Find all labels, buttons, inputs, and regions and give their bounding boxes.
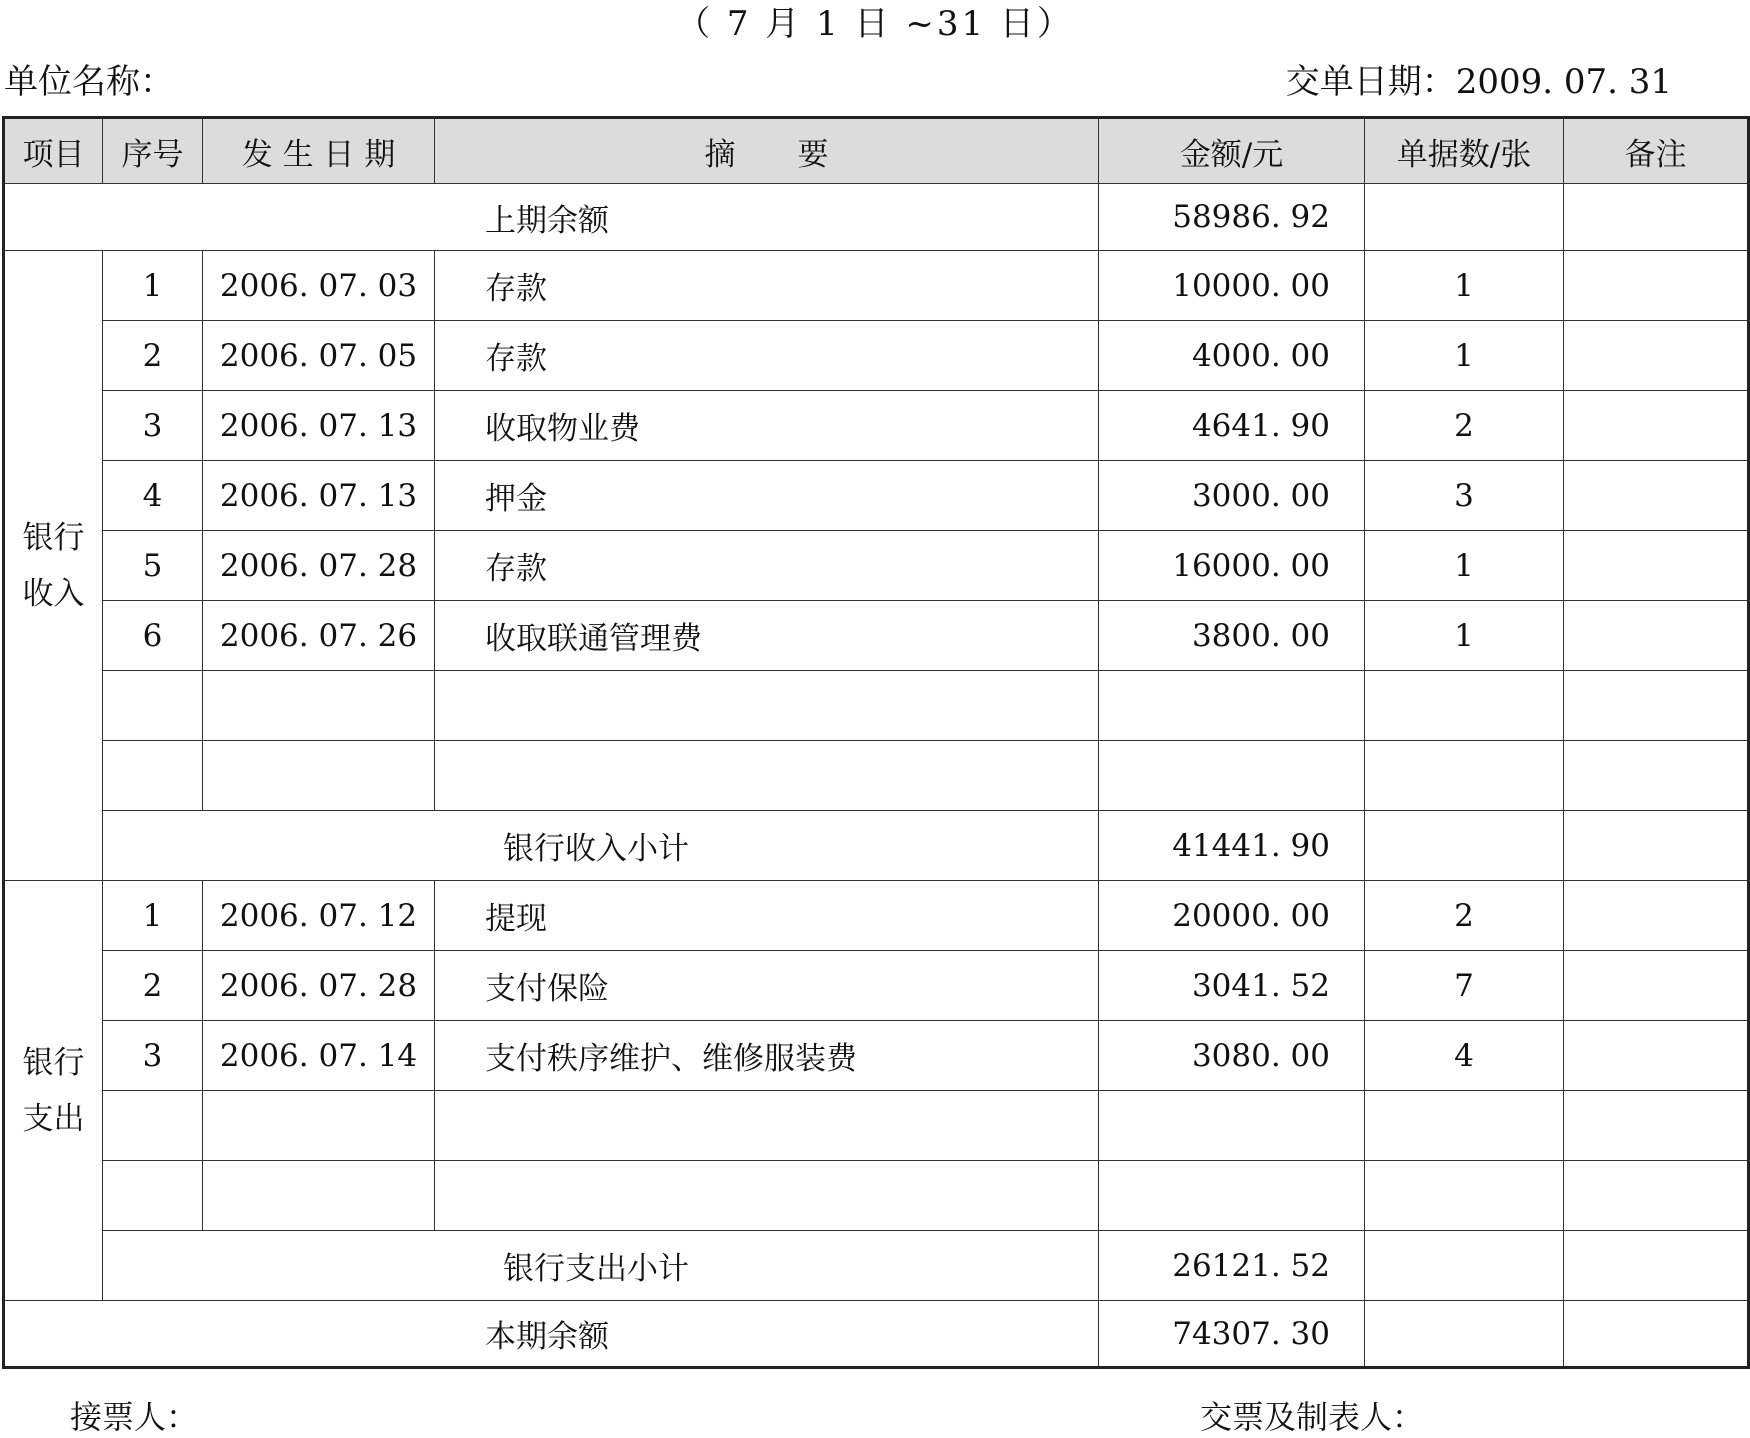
- receiver-label: 接票人：: [70, 1398, 199, 1436]
- seq-cell: 3: [103, 391, 203, 461]
- income-subtotal-label: 银行收入小计: [103, 811, 1099, 881]
- empty-cell: [103, 1091, 203, 1161]
- empty-cell: [435, 671, 1099, 741]
- summary-cell: 押金: [435, 461, 1099, 531]
- date-cell: 2006. 07. 28: [203, 951, 435, 1021]
- summary-cell: 存款: [435, 531, 1099, 601]
- empty-cell: [1365, 811, 1564, 881]
- empty-cell: [1365, 671, 1564, 741]
- empty-cell: [1365, 1301, 1564, 1368]
- closing-balance-amount: 74307. 30: [1099, 1301, 1365, 1368]
- empty-cell: [1365, 1231, 1564, 1301]
- opening-balance-amount: 58986. 92: [1099, 184, 1365, 251]
- opening-balance-label: 上期余额: [4, 184, 1099, 251]
- amount-cell: 3041. 52: [1099, 951, 1365, 1021]
- seq-cell: 2: [103, 321, 203, 391]
- empty-row: [4, 1161, 1749, 1231]
- amount-cell: 10000. 00: [1099, 251, 1365, 321]
- col-header-note: 备注: [1564, 118, 1749, 184]
- receipts-cell: 1: [1365, 531, 1564, 601]
- empty-cell: [1099, 1091, 1365, 1161]
- income-label-line1: 银行: [22, 519, 85, 556]
- receipts-cell: 7: [1365, 951, 1564, 1021]
- date-cell: 2006. 07. 13: [203, 461, 435, 531]
- empty-cell: [1365, 1161, 1564, 1231]
- empty-cell: [1564, 184, 1749, 251]
- empty-cell: [435, 1091, 1099, 1161]
- amount-cell: 3080. 00: [1099, 1021, 1365, 1091]
- note-cell: [1564, 1021, 1749, 1091]
- opening-balance-row: [4, 184, 1749, 251]
- summary-cell: 支付秩序维护、维修服装费: [435, 1021, 1099, 1091]
- empty-cell: [203, 1091, 435, 1161]
- table-row: [4, 531, 1749, 601]
- note-cell: [1564, 881, 1749, 951]
- amount-cell: 3800. 00: [1099, 601, 1365, 671]
- note-cell: [1564, 321, 1749, 391]
- empty-cell: [1365, 1091, 1564, 1161]
- summary-cell: 存款: [435, 251, 1099, 321]
- table-row: [4, 1021, 1749, 1091]
- empty-cell: [103, 1161, 203, 1231]
- empty-cell: [103, 741, 203, 811]
- col-header-item: 项目: [4, 118, 103, 184]
- empty-row: [4, 671, 1749, 741]
- empty-cell: [1564, 811, 1749, 881]
- receipts-cell: 1: [1365, 251, 1564, 321]
- expense-subtotal-row: [4, 1231, 1749, 1301]
- table-row: [4, 251, 1749, 321]
- closing-balance-row: [4, 1301, 1749, 1368]
- note-cell: [1564, 461, 1749, 531]
- expense-subtotal-label: 银行支出小计: [103, 1231, 1099, 1301]
- preparer-label: 交票及制表人：: [1200, 1398, 1425, 1436]
- empty-cell: [1099, 741, 1365, 811]
- empty-cell: [1564, 1091, 1749, 1161]
- table-row: [4, 951, 1749, 1021]
- empty-cell: [1564, 671, 1749, 741]
- receipts-cell: 2: [1365, 391, 1564, 461]
- date-cell: 2006. 07. 14: [203, 1021, 435, 1091]
- seq-cell: 4: [103, 461, 203, 531]
- closing-balance-label: 本期余额: [4, 1301, 1099, 1368]
- submit-date: 交单日期：2009. 07. 31: [1285, 62, 1672, 102]
- amount-cell: 4641. 90: [1099, 391, 1365, 461]
- summary-cell: 收取物业费: [435, 391, 1099, 461]
- table-row: [4, 881, 1749, 951]
- empty-cell: [435, 1161, 1099, 1231]
- empty-cell: [1365, 741, 1564, 811]
- empty-cell: [1564, 741, 1749, 811]
- date-cell: 2006. 07. 12: [203, 881, 435, 951]
- income-label-line2: 收入: [22, 575, 85, 612]
- empty-cell: [1564, 1161, 1749, 1231]
- summary-cell: 提现: [435, 881, 1099, 951]
- summary-cell: 存款: [435, 321, 1099, 391]
- date-cell: 2006. 07. 13: [203, 391, 435, 461]
- receipts-cell: 3: [1365, 461, 1564, 531]
- note-cell: [1564, 951, 1749, 1021]
- date-cell: 2006. 07. 05: [203, 321, 435, 391]
- col-header-receipts: 单据数/张: [1365, 118, 1564, 184]
- seq-cell: 5: [103, 531, 203, 601]
- col-header-amount: 金额/元: [1099, 118, 1365, 184]
- seq-cell: 1: [103, 881, 203, 951]
- amount-cell: 20000. 00: [1099, 881, 1365, 951]
- seq-cell: 1: [103, 251, 203, 321]
- empty-cell: [435, 741, 1099, 811]
- seq-cell: 6: [103, 601, 203, 671]
- seq-cell: 3: [103, 1021, 203, 1091]
- amount-cell: 4000. 00: [1099, 321, 1365, 391]
- empty-row: [4, 741, 1749, 811]
- expense-label-line2: 支出: [22, 1100, 85, 1137]
- unit-name-label: 单位名称：: [4, 62, 174, 102]
- amount-cell: 16000. 00: [1099, 531, 1365, 601]
- bank-ledger-table: [2, 116, 1750, 1369]
- receipts-cell: 4: [1365, 1021, 1564, 1091]
- summary-cell: 支付保险: [435, 951, 1099, 1021]
- empty-row: [4, 1091, 1749, 1161]
- col-header-summary: 摘 要: [435, 118, 1099, 184]
- col-header-seq: 序号: [103, 118, 203, 184]
- header-row: [4, 118, 1749, 184]
- summary-cell: 收取联通管理费: [435, 601, 1099, 671]
- empty-cell: [1099, 671, 1365, 741]
- empty-cell: [203, 741, 435, 811]
- expense-group-label: [4, 881, 103, 1301]
- table-row: [4, 391, 1749, 461]
- receipts-cell: 2: [1365, 881, 1564, 951]
- income-subtotal-amount: 41441. 90: [1099, 811, 1365, 881]
- date-cell: 2006. 07. 26: [203, 601, 435, 671]
- note-cell: [1564, 531, 1749, 601]
- expense-label-line1: 银行: [22, 1044, 85, 1081]
- expense-subtotal-amount: 26121. 52: [1099, 1231, 1365, 1301]
- period-range: （ 7 月 1 日 ~31 日）: [676, 4, 1074, 44]
- receipts-cell: 1: [1365, 321, 1564, 391]
- note-cell: [1564, 601, 1749, 671]
- table-row: [4, 321, 1749, 391]
- table-row: [4, 461, 1749, 531]
- note-cell: [1564, 391, 1749, 461]
- receipts-cell: 1: [1365, 601, 1564, 671]
- table-row: [4, 601, 1749, 671]
- note-cell: [1564, 251, 1749, 321]
- empty-cell: [1564, 1301, 1749, 1368]
- date-cell: 2006. 07. 28: [203, 531, 435, 601]
- income-subtotal-row: [4, 811, 1749, 881]
- income-group-label: [4, 251, 103, 881]
- empty-cell: [1099, 1161, 1365, 1231]
- date-cell: 2006. 07. 03: [203, 251, 435, 321]
- empty-cell: [1365, 184, 1564, 251]
- seq-cell: 2: [103, 951, 203, 1021]
- empty-cell: [203, 671, 435, 741]
- col-header-date: 发 生 日 期: [203, 118, 435, 184]
- empty-cell: [203, 1161, 435, 1231]
- empty-cell: [1564, 1231, 1749, 1301]
- amount-cell: 3000. 00: [1099, 461, 1365, 531]
- empty-cell: [103, 671, 203, 741]
